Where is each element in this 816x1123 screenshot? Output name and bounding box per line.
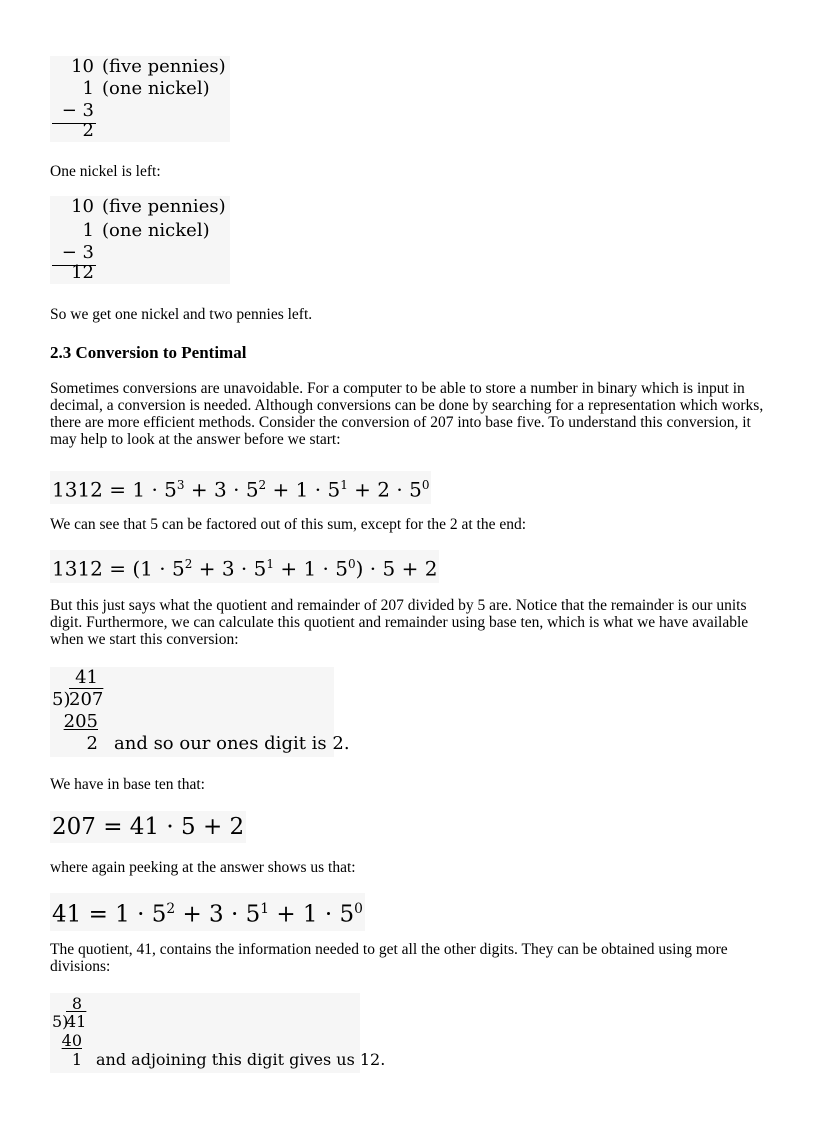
para-base-ten: We have in base ten that: — [50, 776, 205, 793]
para-nickel-pennies: So we get one nickel and two pennies left. — [50, 306, 313, 323]
para-one-nickel: One nickel is left: — [50, 163, 161, 180]
block2-mid: 1 — [82, 220, 94, 241]
subtraction-block-2 — [50, 196, 230, 284]
div2-quotient: 8 — [71, 994, 82, 1013]
block1-top-note: (five pennies) — [102, 56, 226, 77]
div1-quotient: 41 — [75, 667, 98, 688]
div2-note: and adjoining this digit gives us 12. — [96, 1050, 386, 1069]
equation-41-expansion: $41 = 1 \cdot 5^2 + 3 \cdot 5^1 + 1 \cdot 5^0$ — [50, 893, 365, 931]
block2-top-note: (five pennies) — [102, 196, 226, 217]
section-heading: 2.3 Conversion to Pentimal — [50, 343, 247, 362]
block1-top: 10 — [71, 56, 94, 77]
equation-1312-expansion: $1312 = 1 \cdot 5^3 + 3 \cdot 5^2 + 1 \cdot 5^1 + 2 \cdot 5^0$ — [50, 471, 431, 504]
div1-remainder: 2 — [86, 733, 98, 754]
div2-remainder: 1 — [71, 1050, 82, 1069]
div1-dividend: 207 — [69, 689, 104, 710]
div2-product: 40 — [61, 1031, 82, 1050]
block1-sub: − 3 — [61, 100, 94, 121]
div2-divisor: 5) — [52, 1012, 69, 1031]
equation-207: 207 = 41 · 5 + 2 — [50, 811, 246, 843]
equation-1312-factored: $1312 = (1 \cdot 5^2 + 3 \cdot 5^1 + 1 \cdot 5^0) \cdot 5 + 2$ — [50, 550, 439, 583]
block2-top: 10 — [71, 196, 94, 217]
para-more-divisions: The quotient, 41, contains the information needed to get all the other digits. They can be obtained using more divisions: — [50, 941, 728, 975]
div2-dividend: 41 — [66, 1012, 87, 1031]
para-peeking: where again peeking at the answer shows us that: — [50, 859, 356, 876]
block2-mid-note: (one nickel) — [102, 220, 210, 241]
div1-divisor: 5) — [52, 689, 71, 710]
para-factor-out: We can see that 5 can be factored out of this sum, except for the 2 at the end: — [50, 516, 527, 533]
long-division-207 — [50, 667, 350, 757]
block2-sub: − 3 — [61, 242, 94, 263]
block1-mid-note: (one nickel) — [102, 78, 210, 99]
para-quotient-remainder: But this just says what the quotient and remainder of 207 divided by 5 are. Notice that the remainder is our units digit. Furthermore, we can calculate this quotient and remainder using base ten, which is what we have available when we start this conversion: — [50, 597, 749, 648]
para-conversion-intro: Sometimes conversions are unavoidable. For a computer to be able to store a number in binary which is input in decimal, a conversion is needed. Although conversions can be done by searching for a representation which works, there are more efficient methods. Consider the conversion of 207 into base five. To understand this conversion, it may help to look at the answer before we start: — [50, 380, 764, 448]
block1-mid: 1 — [82, 78, 94, 99]
block2-result: 12 — [71, 262, 94, 283]
block1-result: 2 — [82, 120, 94, 141]
subtraction-block-1 — [50, 56, 230, 142]
div1-note: and so our ones digit is 2. — [114, 733, 350, 754]
div1-product: 205 — [63, 711, 98, 732]
long-division-41 — [50, 993, 386, 1073]
